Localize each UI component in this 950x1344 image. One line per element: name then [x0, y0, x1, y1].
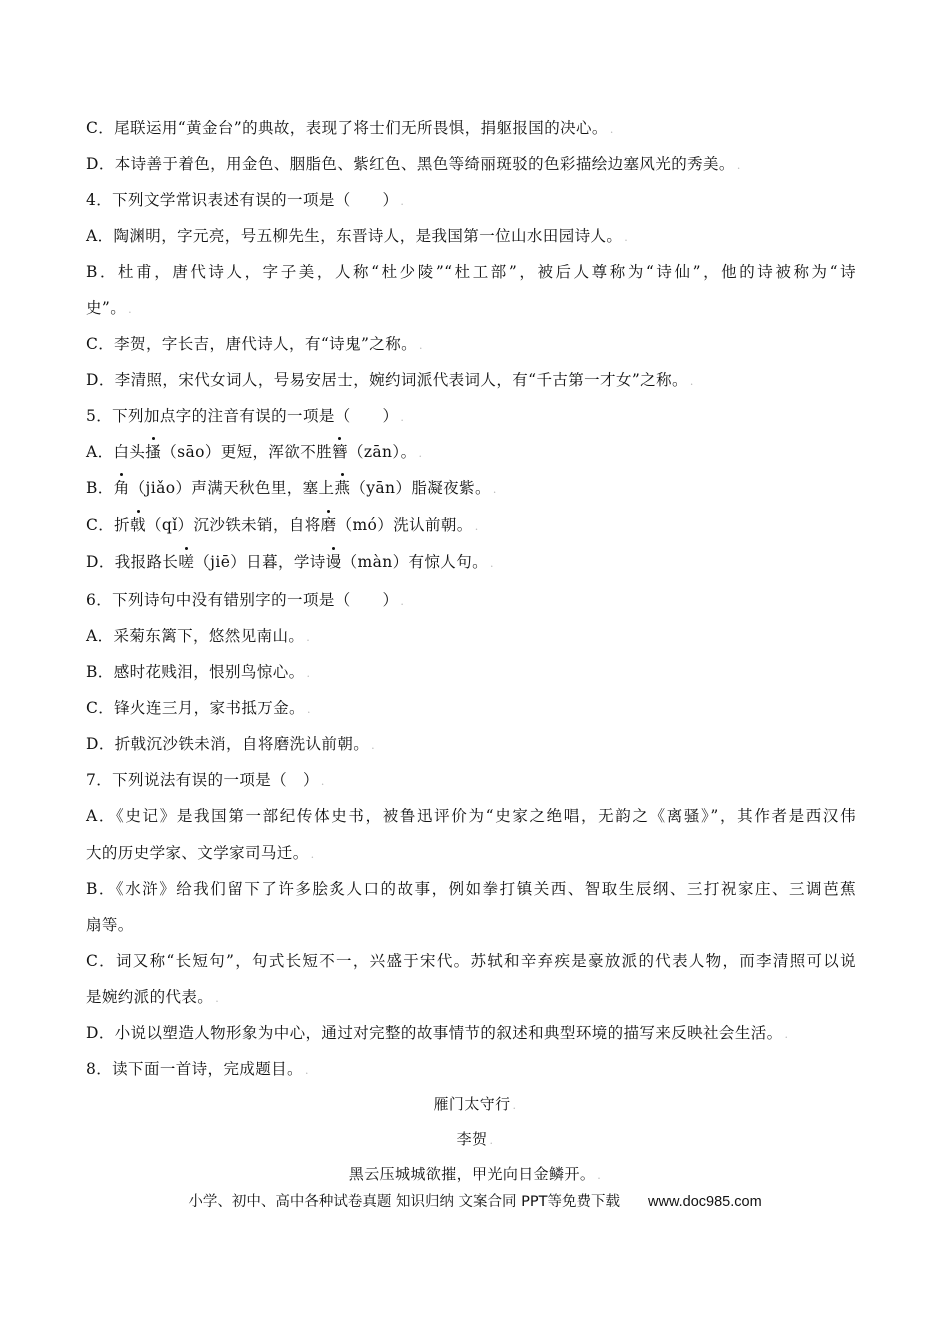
dotted-char: 戟 [130, 516, 146, 534]
dotted-char: 磨 [320, 516, 337, 534]
question-4-stem: 4．下列文学常识表述有误的一项是（ ） . [86, 191, 405, 209]
option-5a: A．白头搔（sāo）更短，浑欲不胜簪（zān）。 . [86, 443, 423, 461]
option-7a-line2: 大的历史学家、文学家司马迁。 . [86, 844, 315, 862]
option-4b-line1: B．杜甫，唐代诗人，字子美，人称“杜少陵”“杜工部”，被后人尊称为“诗仙”，他的诗被称为“诗 [86, 263, 856, 281]
footer-text: 小学、初中、高中各种试卷真题 知识归纳 文案合同 PPT等免费下载 [188, 1194, 621, 1210]
option-7b-line1: B．《水浒》给我们留下了许多脍炙人口的故事，例如拳打镇关西、智取生辰纲、三打祝家庄、三调芭蕉 [86, 880, 856, 898]
poem-author: 李贺 . [456, 1130, 494, 1148]
dotted-char: 谩 [325, 553, 342, 571]
dotted-char: 角 [113, 479, 130, 497]
question-6-stem: 6．下列诗句中没有错别字的一项是（ ） . [86, 591, 405, 609]
footer-url[interactable]: www.doc985.com [648, 1194, 762, 1210]
option-4b-line2: 史”。 . [86, 299, 133, 317]
option-6c: C．锋火连三月，家书抵万金。 . [86, 699, 311, 717]
option-7a-line1: A．《史记》是我国第一部纪传体史书，被鲁迅评价为“史家之绝唱，无韵之《离骚》”，其作者是西汉伟 [86, 807, 856, 825]
dotted-char: 簪 [332, 443, 348, 461]
question-5-stem: 5．下列加点字的注音有误的一项是（ ） . [86, 407, 405, 425]
option-5c: C．折戟（qǐ）沉沙铁未销，自将磨（mó）洗认前朝。 . [86, 516, 479, 534]
dotted-char: 燕 [334, 479, 351, 497]
dotted-char: 嗟 [178, 553, 195, 571]
option-7d: D．小说以塑造人物形象为中心，通过对完整的故事情节的叙述和典型环境的描写来反映社会生活。 . [86, 1024, 789, 1042]
poem-line-1: 黑云压城城欲摧，甲光向日金鳞开。 . [348, 1165, 602, 1183]
poem-title: 雁门太守行 . [433, 1095, 517, 1113]
option-6b: B．感时花贱泪，恨别鸟惊心。 . [86, 663, 311, 681]
option-3d: D．本诗善于着色，用金色、胭脂色、紫红色、黑色等绮丽斑驳的色彩描绘边塞风光的秀美。 . [86, 155, 741, 173]
option-3c: C．尾联运用“黄金台”的典故，表现了将士们无所畏惧，捐躯报国的决心。 . [86, 119, 614, 137]
dotted-char: 搔 [145, 443, 162, 461]
option-4a: A．陶渊明，字元亮，号五柳先生，东晋诗人，是我国第一位山水田园诗人。 . [86, 227, 629, 245]
option-7c-line2: 是婉约派的代表。 . [86, 988, 220, 1006]
option-5b: B．角（jiǎo）声满天秋色里，塞上燕（yān）脂凝夜紫。 . [86, 479, 497, 497]
question-7-stem: 7．下列说法有误的一项是（ ） . [86, 771, 325, 789]
option-5d: D．我报路长嗟（jiē）日暮，学诗谩（màn）有惊人句。 . [86, 553, 494, 571]
option-4c: C．李贺，字长吉，唐代诗人，有“诗鬼”之称。 . [86, 335, 423, 353]
footer-banner [0, 1192, 950, 1212]
option-6a: A．采菊东篱下，悠然见南山。 . [86, 627, 311, 645]
option-6d: D．折戟沉沙铁未消，自将磨洗认前朝。 . [86, 735, 376, 753]
option-4d: D．李清照，宋代女词人，号易安居士，婉约词派代表词人，有“千古第一才女”之称。 . [86, 371, 694, 389]
question-8-stem: 8．读下面一首诗，完成题目。 . [86, 1060, 309, 1078]
option-7c-line1: C．词又称“长短句”，句式长短不一，兴盛于宋代。苏轼和辛弃疾是豪放派的代表人物，而李清照可以说 [86, 952, 856, 970]
option-7b-line2: 扇等。 [86, 916, 134, 934]
